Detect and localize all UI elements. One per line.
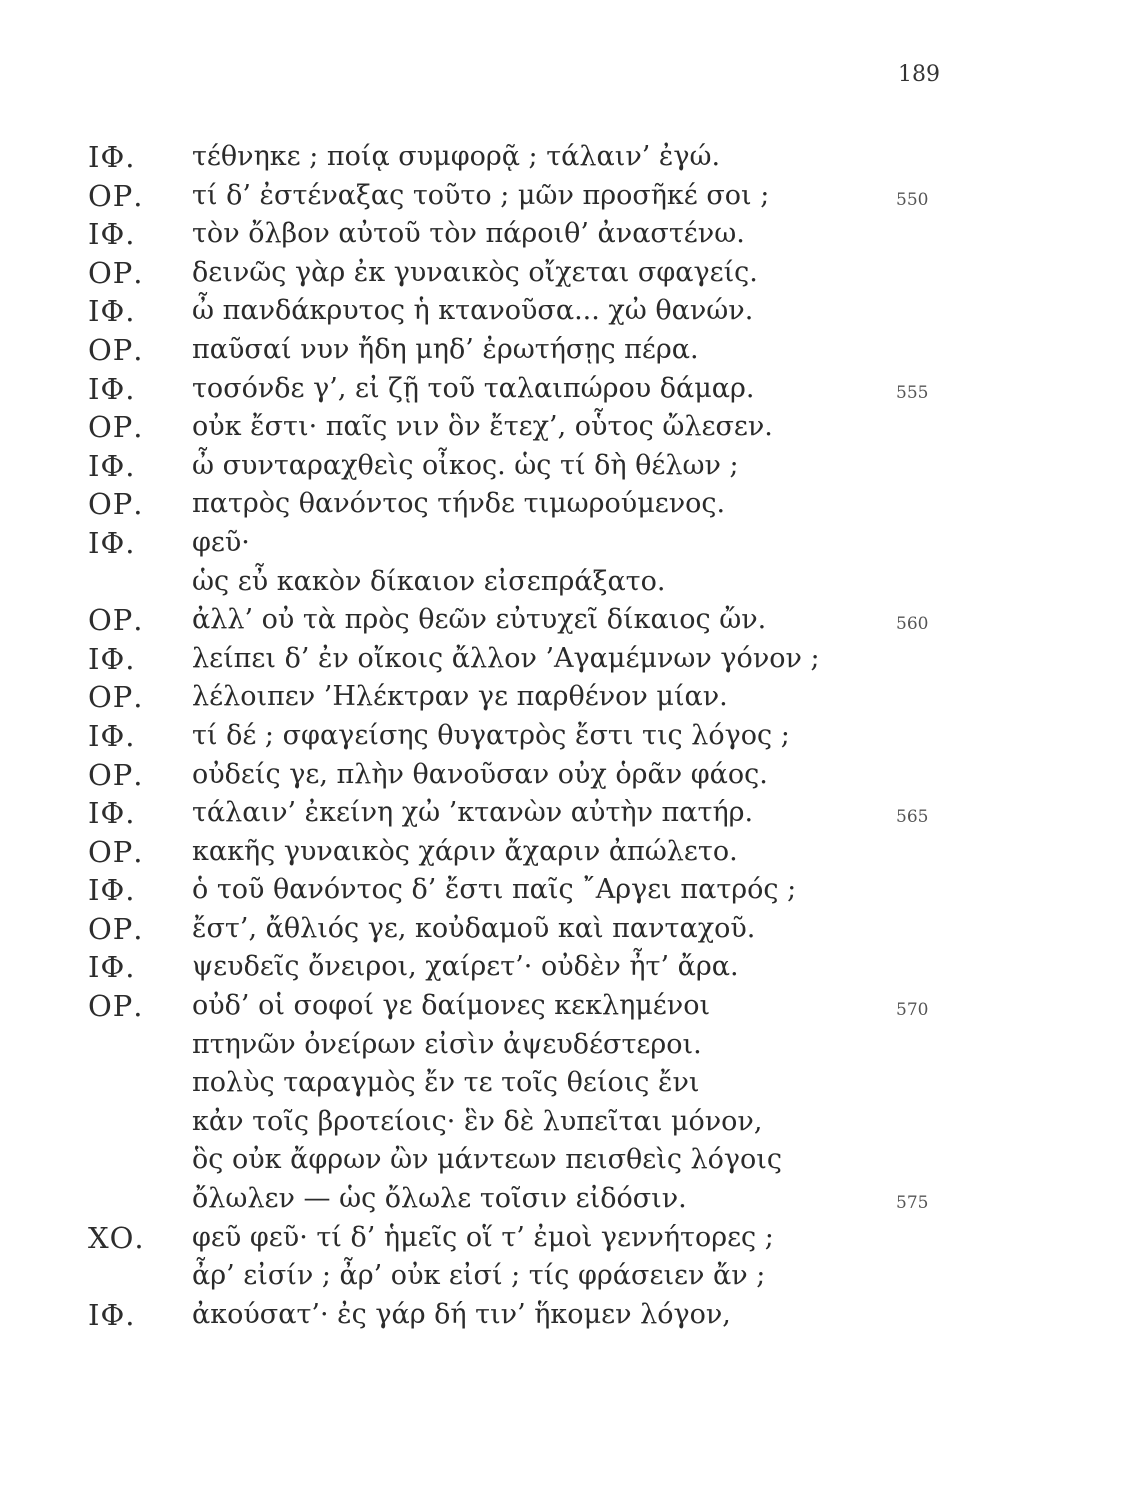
speaker-label: ΙΦ. [88,371,136,406]
speaker-label: ΙΦ. [88,1297,136,1332]
page-number: 189 [898,62,940,87]
speaker-label: ΟΡ. [88,255,144,290]
verse-line [0,1026,1131,1065]
line-number: 560 [896,614,929,635]
verse-line [0,1103,1131,1142]
speaker-label: ΙΦ. [88,448,136,483]
verse-line [0,717,1131,756]
verse-line [0,601,1131,640]
verse-line [0,524,1131,563]
verse-line [0,1064,1131,1103]
speaker-label: ΟΡ. [88,680,144,715]
verse-line [0,447,1131,486]
verse-line [0,408,1131,447]
verse-line [0,177,1131,216]
verse-text: ἆρ’ εἰσίν ; ἆρ’ οὐκ εἰσί ; τίς φράσειεν ἄν ; [192,1260,766,1292]
verse-line [0,138,1131,177]
verse-line [0,756,1131,795]
verse-text: ψευδεῖς ὄνειροι, χαίρετ’· οὐδὲν ἦτ’ ἄρα. [192,951,739,983]
speaker-label: ΧΟ. [88,1220,145,1255]
verse-text: ὁ τοῦ θανόντος δ’ ἔστι παῖς ῎Αργει πατρός ; [192,874,797,906]
verse-text: ὄλωλεν — ὡς ὄλωλε τοῖσιν εἰδόσιν. [192,1183,687,1215]
verse-text: ὡς εὖ κακὸν δίκαιον εἰσεπράξατο. [192,565,666,597]
verse-line [0,1141,1131,1180]
speaker-label: ΟΡ. [88,178,144,213]
verse-line [0,640,1131,679]
speaker-label: ΙΦ. [88,217,136,252]
verse-line [0,215,1131,254]
verse-line [0,563,1131,602]
verse-line [0,1180,1131,1219]
verse-line [0,370,1131,409]
verse-line [0,987,1131,1026]
verse-text: πτηνῶν ὀνείρων εἰσὶν ἀψευδέστεροι. [192,1028,702,1060]
verse-text: φεῦ· [192,526,250,558]
verse-text: οὐδείς γε, πλὴν θανοῦσαν οὐχ ὁρᾶν φάος. [192,758,768,790]
verse-line [0,833,1131,872]
speaker-label: ΟΡ. [88,911,144,946]
verse-text: τάλαιν’ ἐκείνη χὠ ’κτανὼν αὐτὴν πατήρ. [192,797,754,829]
line-number: 565 [896,807,929,828]
verse-line [0,678,1131,717]
verse-text: δεινῶς γὰρ ἐκ γυναικὸς οἴχεται σφαγείς. [192,256,758,288]
verse-text: κἀν τοῖς βροτείοις· ἓν δὲ λυπεῖται μόνον, [192,1105,763,1137]
speaker-label: ΙΦ. [88,525,136,560]
speaker-label: ΙΦ. [88,140,136,174]
verse-text: κακῆς γυναικὸς χάριν ἄχαριν ἀπώλετο. [192,835,738,867]
speaker-label: ΙΦ. [88,873,136,908]
verse-line [0,794,1131,833]
verse-line [0,910,1131,949]
speaker-label: ΟΡ. [88,332,144,367]
verse-line [0,331,1131,370]
verse-text: παῦσαί νυν ἤδη μηδ’ ἐρωτήσῃς πέρα. [192,333,699,365]
verse-line [0,1219,1131,1258]
verse-text: τοσόνδε γ’, εἰ ζῇ τοῦ ταλαιπώρου δάμαρ. [192,372,755,404]
speaker-label: ΟΡ. [88,603,144,638]
verse-text: ὦ πανδάκρυτος ἡ κτανοῦσα... χὠ θανών. [192,295,754,327]
verse-text: ἀκούσατ’· ἐς γάρ δή τιν’ ἥκομεν λόγον, [192,1298,731,1330]
speaker-label: ΙΦ. [88,718,136,753]
speaker-label: ΟΡ. [88,487,144,522]
verse-line [0,292,1131,331]
line-number: 575 [896,1193,929,1214]
speaker-label: ΙΦ. [88,950,136,985]
verse-text: λέλοιπεν ’Ηλέκτραν γε παρθένον μίαν. [192,681,728,713]
speaker-label: ΙΦ. [88,641,136,676]
verse-line [0,485,1131,524]
speaker-label: ΟΡ. [88,757,144,792]
line-number: 555 [896,382,929,403]
line-number: 570 [896,1000,929,1021]
verse-line [0,254,1131,293]
speaker-label: ΙΦ. [88,294,136,329]
speaker-label: ΟΡ. [88,989,144,1024]
verse-text: τὸν ὄλβον αὐτοῦ τὸν πάροιθ’ ἀναστένω. [192,218,745,250]
verse-text: ὦ συνταραχθεὶς οἶκος. ὡς τί δὴ θέλων ; [192,449,739,481]
verse-text: τί δ’ ἐστέναξας τοῦτο ; μῶν προσῆκέ σοι ; [192,179,770,211]
verse-text: ἔστ’, ἄθλιός γε, κοὐδαμοῦ καὶ πανταχοῦ. [192,912,756,944]
verse-text: ἀλλ’ οὐ τὰ πρὸς θεῶν εὐτυχεῖ δίκαιος ὤν. [192,604,767,636]
verse-line [0,1296,1131,1335]
verse-text: τί δέ ; σφαγείσης θυγατρὸς ἔστι τις λόγος ; [192,719,790,751]
verse-line [0,871,1131,910]
verse-text: οὐκ ἔστι· παῖς νιν ὃν ἔτεχ’, οὗτος ὤλεσεν. [192,411,773,443]
speaker-label: ΟΡ. [88,410,144,445]
verse-text: λείπει δ’ ἐν οἴκοις ἄλλον ’Αγαμέμνων γόνον ; [192,642,820,674]
verse-text: πολὺς ταραγμὸς ἔν τε τοῖς θείοις ἔνι [192,1067,700,1099]
speaker-label: ΙΦ. [88,796,136,831]
verse-text: οὐδ’ οἱ σοφοί γε δαίμονες κεκλημένοι [192,990,711,1022]
verse-line [0,1257,1131,1296]
verse-block [0,138,1131,1334]
verse-text: πατρὸς θανόντος τήνδε τιμωρούμενος. [192,488,726,520]
verse-line [0,948,1131,987]
line-number: 550 [896,189,929,210]
verse-text: ὃς οὐκ ἄφρων ὢν μάντεων πεισθεὶς λόγοις [192,1144,783,1176]
verse-text: φεῦ φεῦ· τί δ’ ἡμεῖς οἵ τ’ ἐμοὶ γεννήτορες ; [192,1221,774,1253]
verse-text: τέθνηκε ; ποίᾳ συμφορᾷ ; τάλαιν’ ἐγώ. [192,141,721,172]
speaker-label: ΟΡ. [88,834,144,869]
